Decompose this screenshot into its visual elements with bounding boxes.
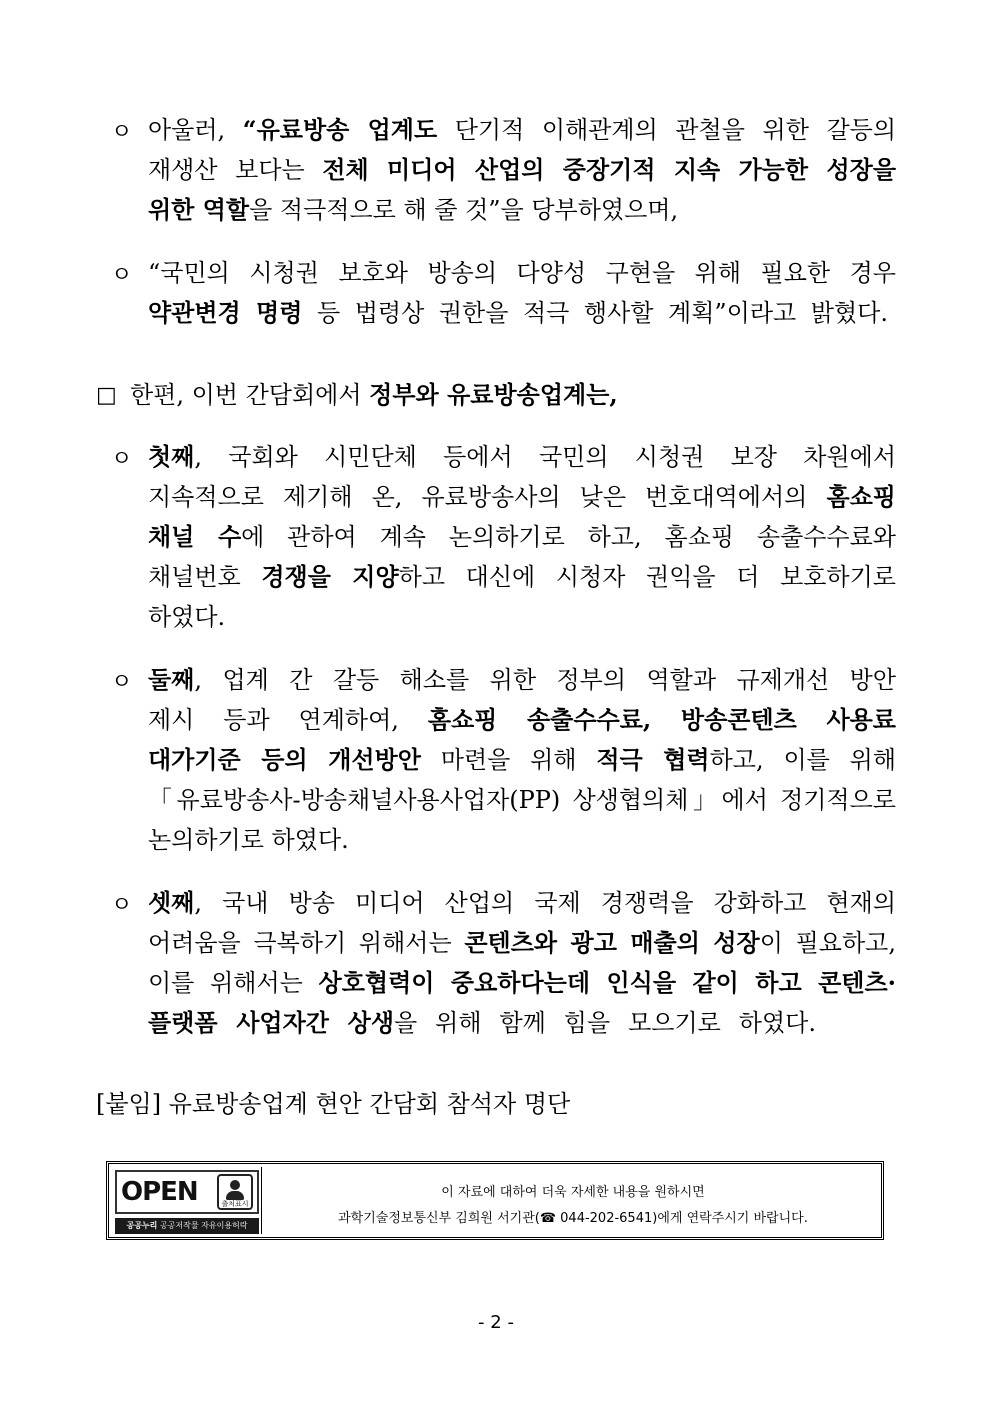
paragraph-line: 재생산 보다는 전체 미디어 산업의 중장기적 지속 가능한 성장을 — [148, 155, 896, 184]
paragraph-line: 채널 수에 관하여 계속 논의하기로 하고, 홈쇼핑 송출수수료와 — [148, 522, 896, 551]
paragraph-line: 아울러, “유료방송 업계도 단기적 이해관계의 관철을 위한 갈등의 — [148, 115, 897, 144]
bullet: ㅇ — [111, 447, 133, 472]
section-box-marker: □ — [96, 383, 117, 408]
kogl-open-logo — [113, 1167, 262, 1234]
bullet: ㅇ — [111, 120, 133, 145]
attribution-badge-label: 출처표시 — [221, 1200, 249, 1208]
bullet: ㅇ — [111, 670, 133, 695]
bullet: ㅇ — [111, 263, 133, 288]
section-heading: 한편, 이번 간담회에서 정부와 유료방송업계는, — [130, 380, 618, 409]
paragraph-line: 대가기준 등의 개선방안 마련을 위해 적극 협력하고, 이를 위해 — [148, 745, 896, 774]
paragraph-line: 첫째, 국회와 시민단체 등에서 국민의 시청권 보장 차원에서 — [148, 442, 896, 471]
kogl-caption: 공공누리 공공저작물 자유이용허락 — [115, 1218, 259, 1234]
paragraph-line: 지속적으로 제기해 온, 유료방송사의 낮은 번호대역에서의 홈쇼핑 — [148, 482, 896, 511]
paragraph-line: 「유료방송사-방송채널사용사업자(PP) 상생협의체」에서 정기적으로 — [148, 786, 896, 814]
contact-line-2: 과학기술정보통신부 김희원 서기관(☎ 044-202-6541)에게 연락주시기 바랍니다. — [338, 1211, 808, 1226]
paragraph-line: 어려움을 극복하기 위해서는 콘텐츠와 광고 매출의 성장이 필요하고, — [148, 928, 896, 957]
bullet: ㅇ — [111, 893, 133, 918]
open-logo-text: OPEN — [121, 1177, 198, 1207]
paragraph-line: 논의하기로 하였다. — [148, 826, 349, 854]
paragraph-line: “국민의 시청권 보호와 방송의 다양성 구현을 위해 필요한 경우 — [148, 259, 896, 287]
attachment-note: [붙임] 유료방송업계 현안 간담회 참석자 명단 — [96, 1090, 571, 1118]
contact-info — [265, 1164, 881, 1237]
paragraph-line: 약관변경 명령 등 법령상 권한을 적극 행사할 계획”이라고 밝혔다. — [148, 298, 888, 327]
paragraph-line: 이를 위해서는 상호협력이 중요하다는데 인식을 같이 하고 콘텐츠· — [148, 968, 896, 997]
paragraph-line: 플랫폼 사업자간 상생을 위해 함께 힘을 모으기로 하였다. — [148, 1008, 816, 1037]
attribution-icon — [217, 1174, 253, 1210]
paragraph-line: 제시 등과 연계하여, 홈쇼핑 송출수수료, 방송콘텐츠 사용료 — [148, 705, 896, 734]
contact-box — [106, 1161, 884, 1240]
contact-line-1: 이 자료에 대하여 더욱 자세한 내용을 원하시면 — [441, 1185, 705, 1200]
paragraph-line: 위한 역할을 적극적으로 해 줄 것”을 당부하였으며, — [148, 195, 679, 224]
paragraph-line: 둘째, 업계 간 갈등 해소를 위한 정부의 역할과 규제개선 방안 — [148, 665, 896, 694]
page-number: - 2 - — [478, 1312, 514, 1333]
paragraph-line: 하였다. — [148, 603, 226, 631]
paragraph-line: 셋째, 국내 방송 미디어 산업의 국제 경쟁력을 강화하고 현재의 — [148, 888, 896, 917]
paragraph-line: 채널번호 경쟁을 지양하고 대신에 시청자 권익을 더 보호하기로 — [148, 562, 896, 591]
